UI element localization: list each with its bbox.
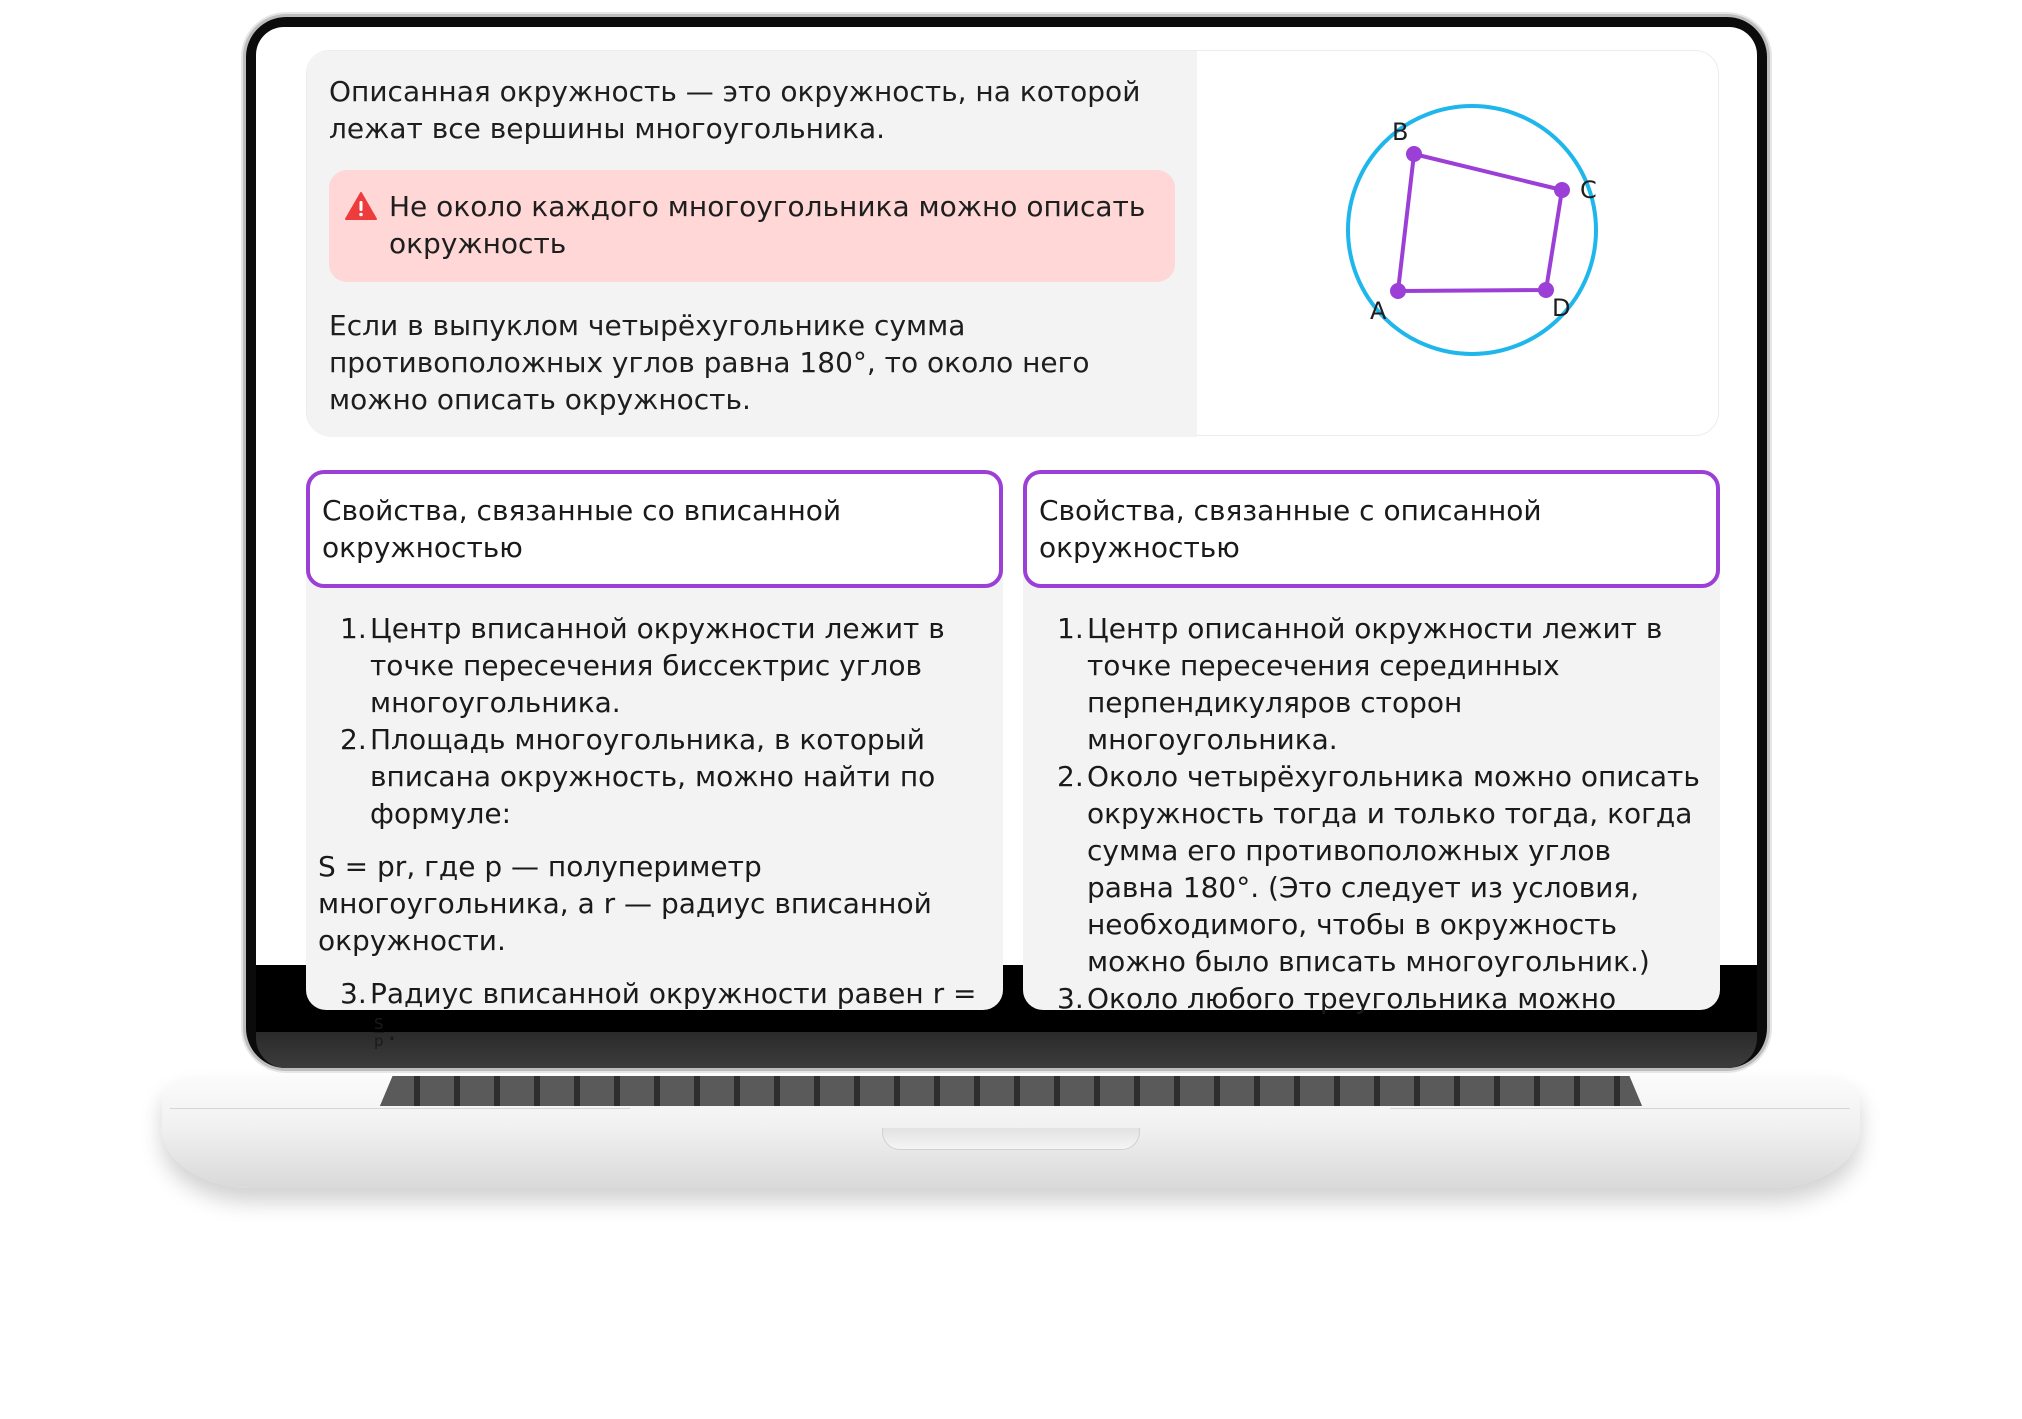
circumscribed-properties-title: Свойства, связанные с описанной окружностью: [1023, 470, 1720, 588]
inscribed-properties-title: Свойства, связанные со вписанной окружностью: [306, 470, 1003, 588]
inscribed-properties-list: [318, 610, 988, 1049]
condition-text: Если в выпуклом четырёхугольнике сумма противоположных углов равна 180°, то около него можно описать окружность.: [329, 309, 1090, 416]
radius-fraction: $\frac{S}{p}$: [374, 1014, 384, 1050]
list-item: 3. Радиус вписанной окружности равен r = $\frac{S}{p}$ .: [340, 977, 977, 1050]
list-item: 2. Площадь многоугольника, в который вписана окружность, можно найти по формуле:: [340, 723, 936, 830]
definition-text: Описанная окружность — это окружность, на которой лежат все вершины многоугольника.: [329, 75, 1141, 145]
list-item: 2. Около четырёхугольника можно описать окружность тогда и только тогда, когда сумма его противоположных углов равна 180°. (Это следует из условия, необходимого, чтобы в окружность можно было вписать многоугольник.): [1057, 760, 1700, 978]
vertex-d-label: D: [1552, 294, 1571, 322]
circumscribed-properties-list: [1035, 610, 1705, 1017]
base-seam-right: [1390, 1108, 1850, 1109]
quadrilateral-abcd: [1398, 154, 1562, 291]
vertex-b-label: B: [1392, 118, 1409, 146]
inscribed-properties-column: [306, 470, 1003, 1050]
laptop-lid-notch: [882, 1128, 1140, 1150]
warning-icon: [345, 192, 377, 220]
intro-text-panel: [307, 51, 1197, 437]
circumscribed-properties-column: [1023, 470, 1720, 1015]
vertex-a-label: A: [1370, 297, 1387, 325]
warning-text: Не около каждого многоугольника можно описать окружность: [389, 190, 1146, 260]
vertex-c-point: [1554, 182, 1570, 198]
list-item: 1. Центр описанной окружности лежит в точке пересечения серединных перпендикуляров сторон многоугольника.: [1057, 612, 1663, 756]
warning-callout: [329, 170, 1175, 282]
laptop-keyboard: [380, 1076, 1642, 1106]
list-item: 1. Центр вписанной окружности лежит в точке пересечения биссектрис углов многоугольника.: [340, 612, 945, 719]
vertex-a-point: [1390, 283, 1406, 299]
intro-card: [306, 50, 1719, 436]
vertex-c-label: C: [1580, 176, 1597, 204]
cyclic-quadrilateral-diagram: [1312, 106, 1642, 396]
base-seam-left: [170, 1108, 630, 1109]
laptop-screen: [256, 27, 1757, 1050]
list-item: 3. Около любого треугольника можно: [1057, 982, 1617, 1015]
area-formula: S = pr, где p — полупериметр многоугольника, а r — радиус вписанной окружности.: [318, 850, 932, 957]
vertex-b-point: [1406, 146, 1422, 162]
